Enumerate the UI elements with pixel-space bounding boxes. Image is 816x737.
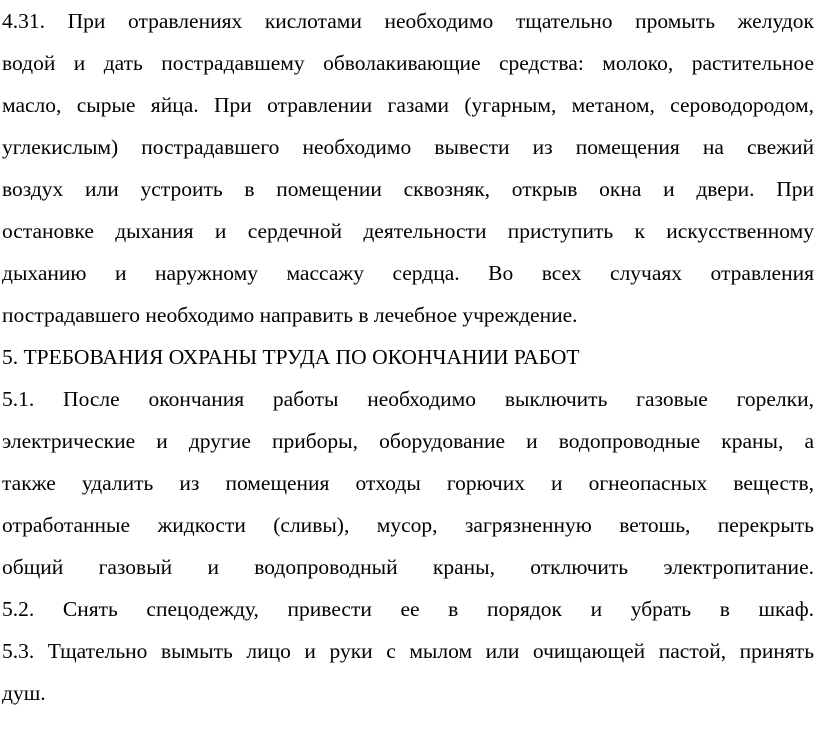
text-line: душ. — [2, 681, 46, 705]
text-line: остановке дыхания и сердечной деятельности приступить к искусственному — [2, 219, 814, 243]
paragraph-4-31 — [2, 0, 814, 336]
text-line: 4.31. При отравлениях кислотами необходимо тщательно промыть желудок — [2, 9, 814, 33]
text-line: также удалить из помещения отходы горючих и огнеопасных веществ, — [2, 471, 814, 495]
paragraph-5-3 — [2, 630, 814, 714]
paragraph-5-1 — [2, 378, 814, 588]
text-line: 5.3. Тщательно вымыть лицо и руки с мылом или очищающей пастой, принять — [2, 639, 814, 663]
text-line: дыханию и наружному массажу сердца. Во всех случаях отравления — [2, 261, 814, 285]
text-line: углекислым) пострадавшего необходимо вывести из помещения на свежий — [2, 135, 814, 159]
text-line: отработанные жидкости (сливы), мусор, загрязненную ветошь, перекрыть — [2, 513, 814, 537]
document-page — [2, 0, 814, 714]
text-line: воздух или устроить в помещении сквозняк, открыв окна и двери. При — [2, 177, 814, 201]
heading-line: 5. ТРЕБОВАНИЯ ОХРАНЫ ТРУДА ПО ОКОНЧАНИИ РАБОТ — [2, 345, 580, 369]
paragraph-5-2 — [2, 588, 814, 630]
text-line: пострадавшего необходимо направить в лечебное учреждение. — [2, 303, 578, 327]
section-heading-5 — [2, 336, 814, 378]
text-line: 5.2. Снять спецодежду, привести ее в порядок и убрать в шкаф. — [2, 597, 814, 621]
text-line: электрические и другие приборы, оборудование и водопроводные краны, а — [2, 429, 814, 453]
text-line: водой и дать пострадавшему обволакивающие средства: молоко, растительное — [2, 51, 814, 75]
text-line: масло, сырые яйца. При отравлении газами (угарным, метаном, сероводородом, — [2, 93, 814, 117]
text-line: 5.1. После окончания работы необходимо выключить газовые горелки, — [2, 387, 814, 411]
text-line: общий газовый и водопроводный краны, отключить электропитание. — [2, 555, 814, 579]
